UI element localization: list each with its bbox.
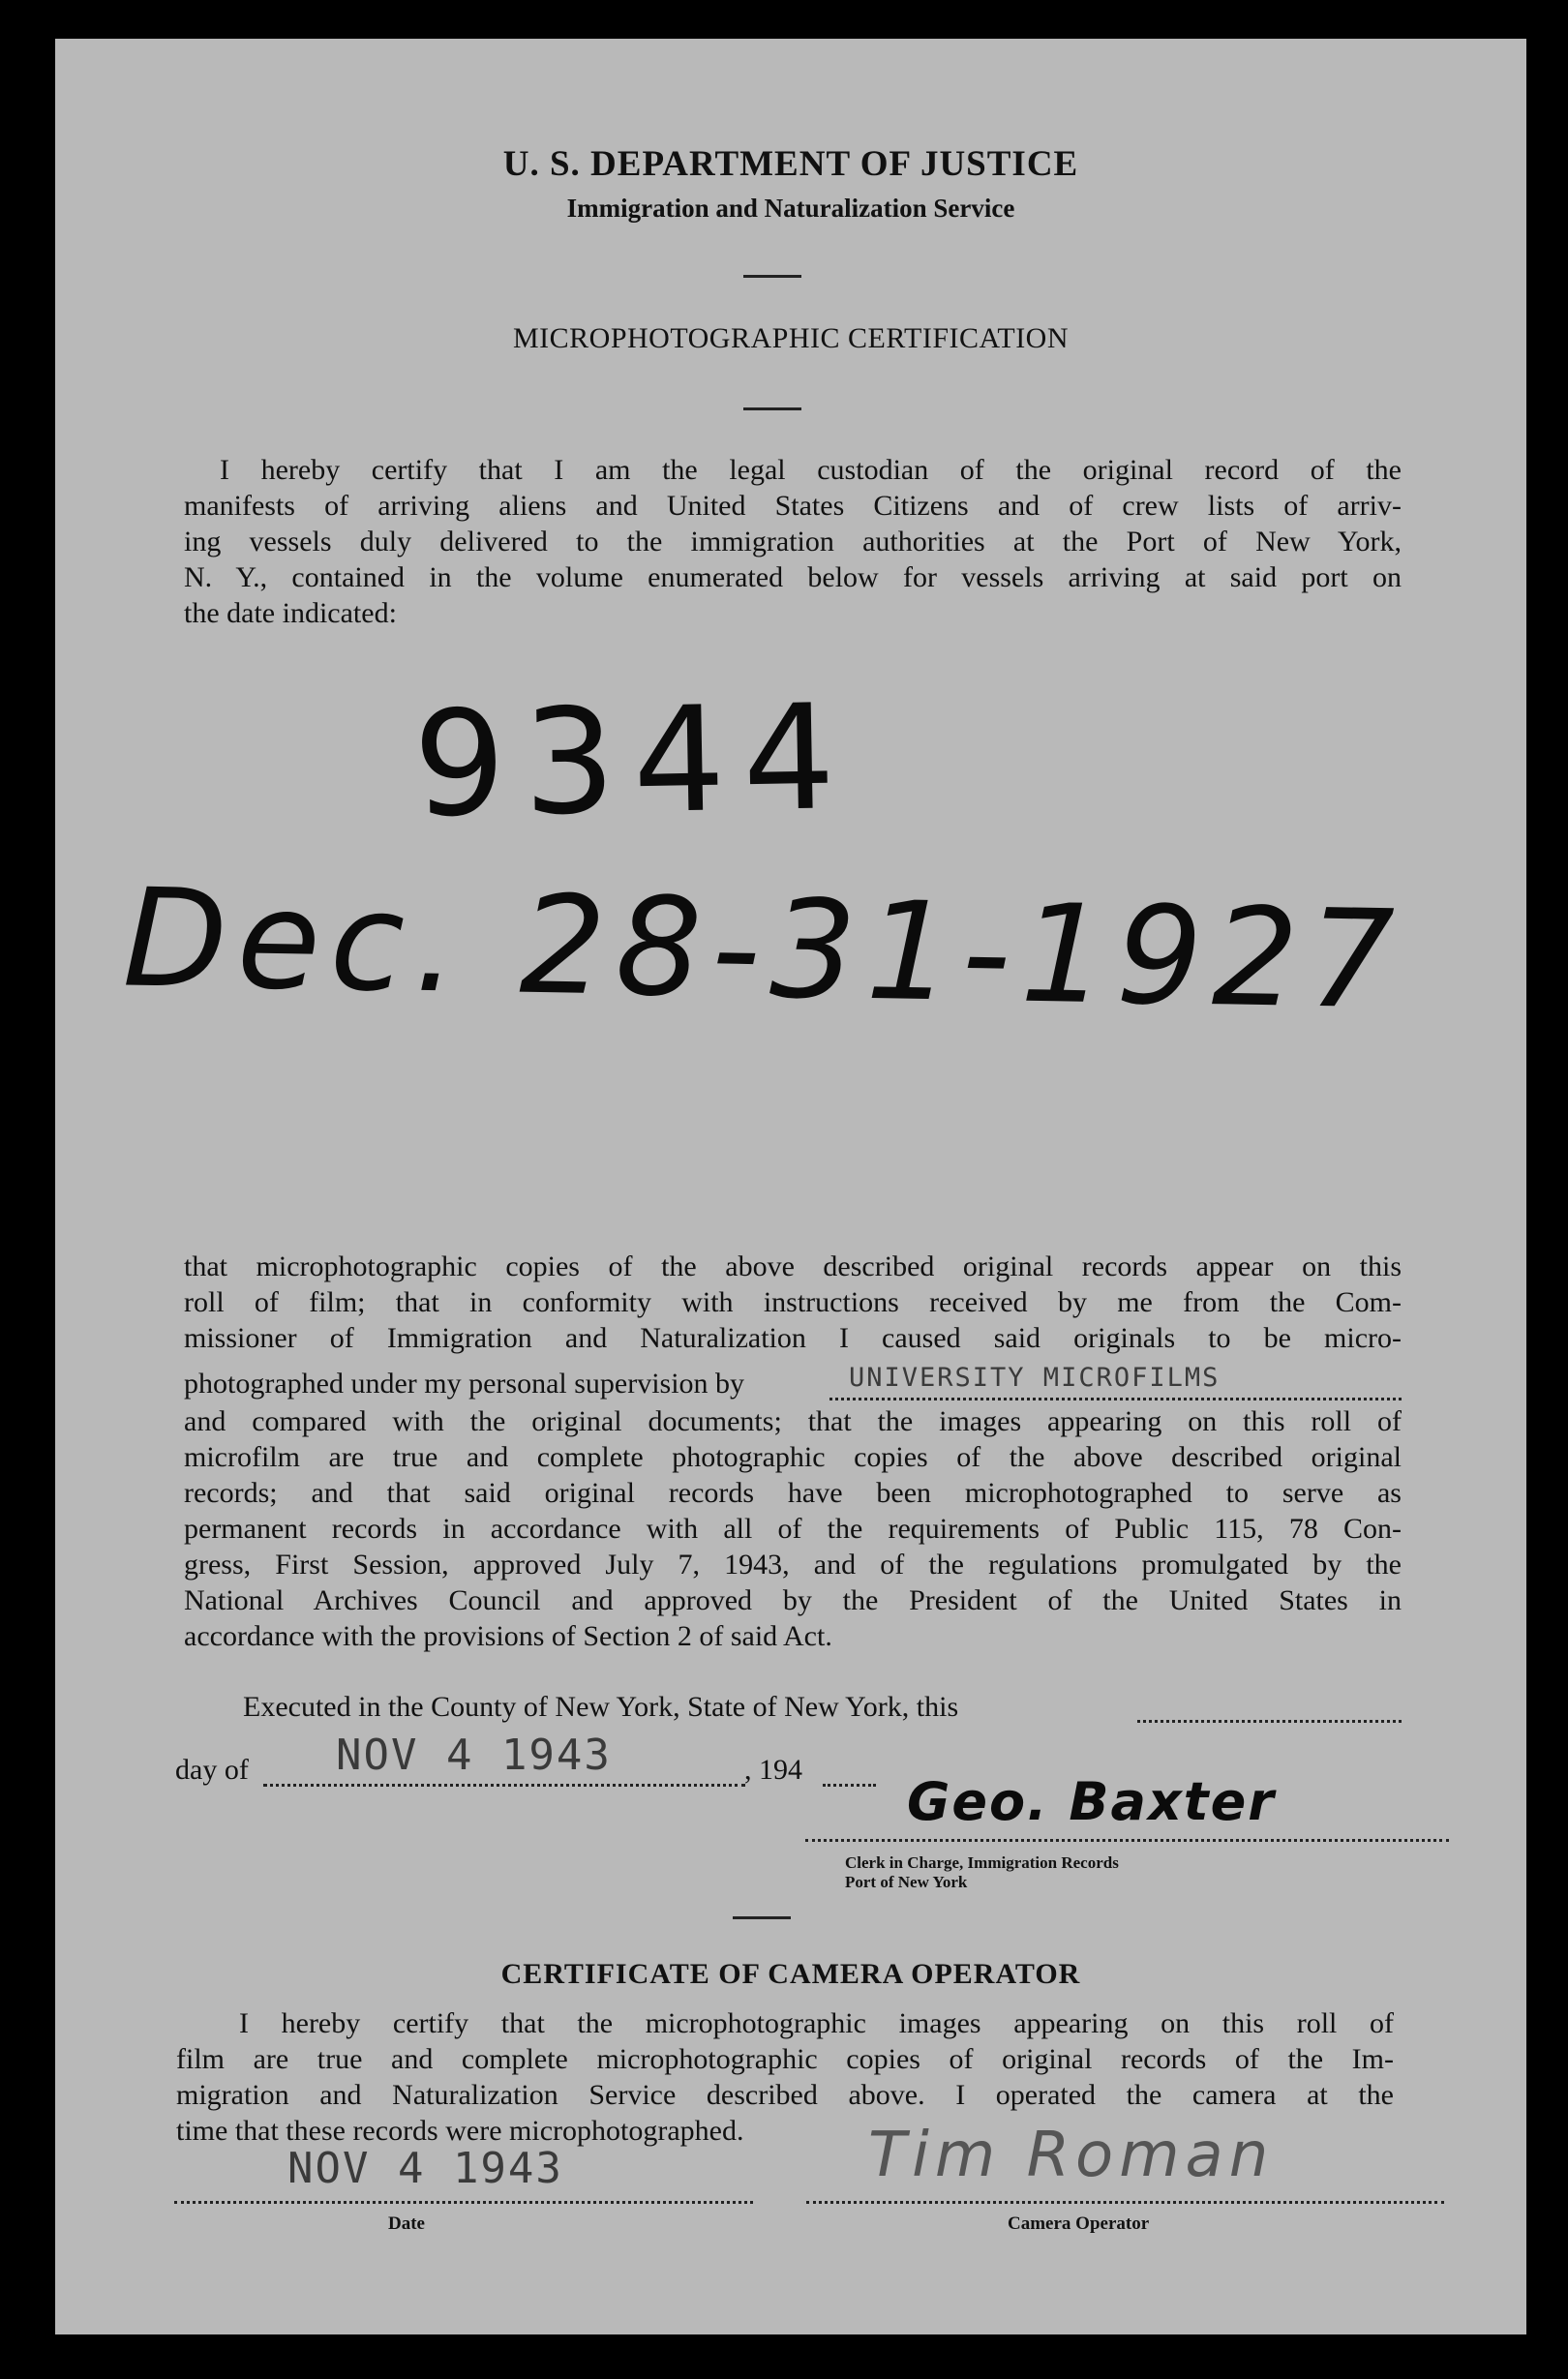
- body-line: microfilm are true and complete photographic copies of the above described original: [184, 1441, 1402, 1473]
- camera-operator-label: Camera Operator: [1008, 2213, 1150, 2234]
- body-line: roll of film; that in conformity with instructions received by me from the Com-: [184, 1286, 1402, 1318]
- body-line: records; and that said original records have been microphotographed to serve as: [184, 1477, 1402, 1509]
- body-line: National Archives Council and approved by the President of the United States in: [184, 1584, 1402, 1616]
- camera-certificate-heading: CERTIFICATE OF CAMERA OPERATOR: [500, 1958, 1081, 1990]
- camera-certificate-line: I hereby certify that the microphotographic images appearing on this roll of: [239, 2007, 1394, 2039]
- camera-certificate-line: time that these records were microphotographed.: [176, 2115, 744, 2147]
- clerk-signature: Geo. Baxter: [907, 1771, 1276, 1832]
- divider: [743, 275, 801, 278]
- intro-line: ing vessels duly delivered to the immigration authorities at the Port of New York,: [184, 526, 1402, 557]
- divider: [733, 1916, 791, 1919]
- clerk-port: Port of New York: [845, 1873, 968, 1891]
- body-line: gress, First Session, approved July 7, 1943, and of the regulations promulgated by the: [184, 1549, 1402, 1581]
- body-line: permanent records in accordance with all of the requirements of Public 115, 78 Con-: [184, 1513, 1402, 1545]
- camera-date-label: Date: [388, 2213, 425, 2234]
- service-subheading: Immigration and Naturalization Service: [566, 194, 1015, 223]
- body-line: and compared with the original documents; that the images appearing on this roll of: [184, 1405, 1402, 1437]
- body-line: accordance with the provisions of Section 2 of said Act.: [184, 1620, 832, 1652]
- intro-line: I hereby certify that I am the legal custodian of the original record of the: [220, 454, 1402, 486]
- supervisor-stamp: UNIVERSITY MICROFILMS: [849, 1363, 1221, 1393]
- body-line: missioner of Immigration and Naturalization I caused said originals to be micro-: [184, 1322, 1402, 1354]
- month-blank: [263, 1784, 745, 1787]
- camera-certificate-line: migration and Naturalization Service described above. I operated the camera at the: [176, 2079, 1394, 2111]
- divider: [743, 407, 801, 410]
- body-line: that microphotographic copies of the above described original records appear on this: [184, 1250, 1402, 1282]
- intro-line: manifests of arriving aliens and United States Citizens and of crew lists of arriv-: [184, 490, 1402, 522]
- supervisor-blank: [829, 1398, 1402, 1400]
- camera-date-stamp: NOV 4 1943: [287, 2144, 563, 2193]
- year-prefix: , 194: [744, 1754, 802, 1786]
- camera-certificate-line: film are true and complete microphotographic copies of original records of the Im-: [176, 2043, 1394, 2075]
- clerk-signature-line: [805, 1839, 1449, 1842]
- day-of-label: day of: [175, 1754, 249, 1786]
- year-blank: [823, 1784, 876, 1787]
- department-heading: U. S. DEPARTMENT OF JUSTICE: [502, 144, 1079, 184]
- camera-operator-signature: Tim Roman: [868, 2120, 1275, 2191]
- camera-operator-line: [806, 2201, 1444, 2204]
- executed-day-blank: [1137, 1720, 1402, 1723]
- body-line: photographed under my personal supervision by: [184, 1368, 745, 1400]
- executed-date-stamp: NOV 4 1943: [336, 1731, 612, 1780]
- clerk-title: Clerk in Charge, Immigration Records: [845, 1853, 1119, 1872]
- executed-line: Executed in the County of New York, State of New York, this: [243, 1691, 959, 1723]
- handwritten-volume-number: 9344: [411, 674, 855, 850]
- camera-date-line: [174, 2201, 753, 2204]
- intro-line: the date indicated:: [184, 597, 397, 629]
- handwritten-dates: Dec. 28-31-1927: [121, 859, 1405, 1040]
- document-title: MICROPHOTOGRAPHIC CERTIFICATION: [512, 322, 1070, 354]
- certificate-page: [55, 39, 1526, 2334]
- intro-line: N. Y., contained in the volume enumerated below for vessels arriving at said port on: [184, 561, 1402, 593]
